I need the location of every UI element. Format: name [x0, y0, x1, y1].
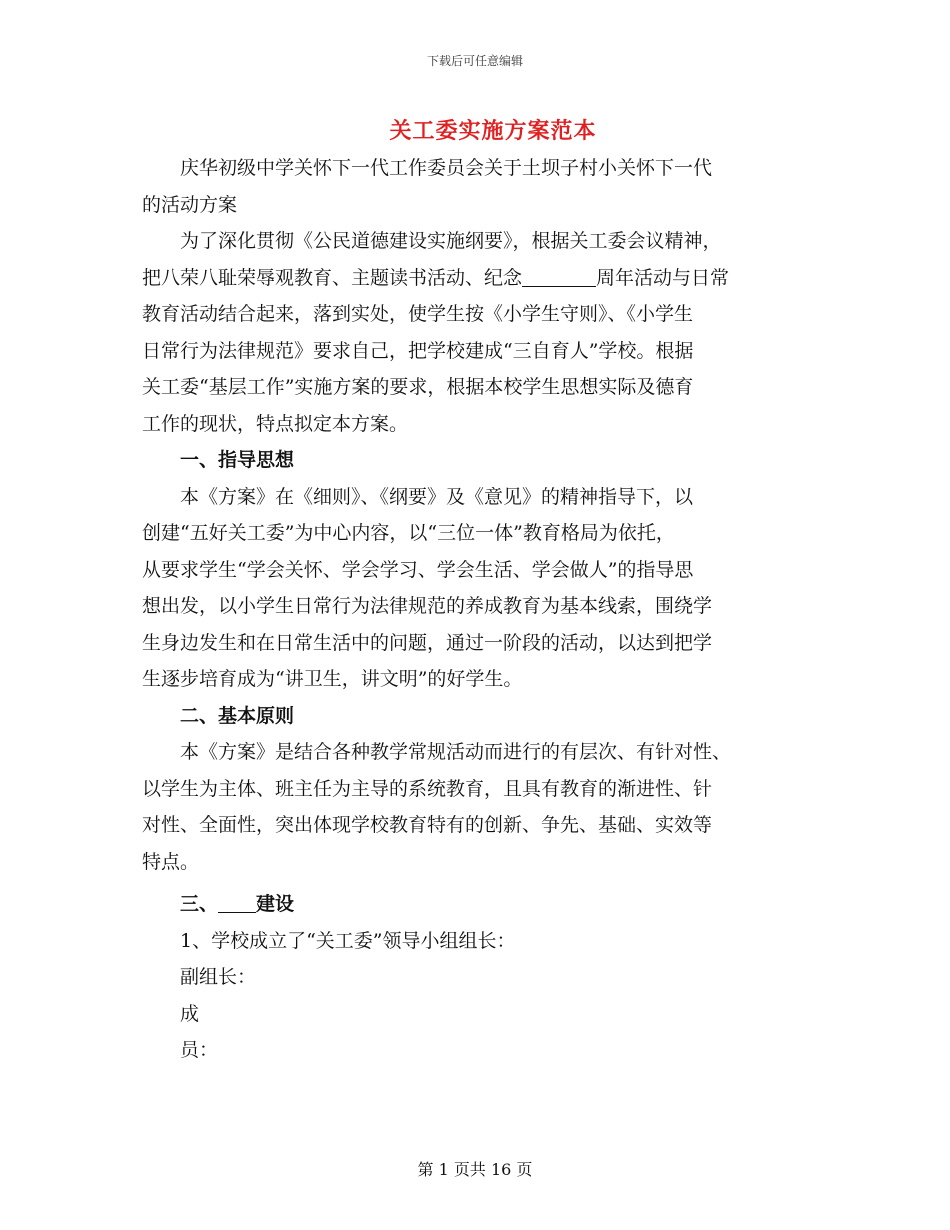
- text-line: 教育活动结合起来，落到实处，使学生按《小学生守则》、《小学生: [142, 303, 694, 325]
- heading-segment: 建设: [256, 893, 295, 915]
- text-line: 特点。: [142, 850, 200, 873]
- text-line: 本《方案》是结合各种教学常规活动而进行的有层次、有针对性、: [180, 741, 732, 763]
- intro-line: 庆华初级中学关怀下一代工作委员会关于土坝子村小关怀下一代: [180, 157, 713, 179]
- text-line: 本《方案》在《细则》、《纲要》及《意见》的精神指导下，以: [180, 485, 694, 508]
- text-line: 生身边发生和在日常生活中的问题，通过一阶段的活动，以达到把学: [142, 631, 713, 654]
- section-heading: [142, 886, 802, 923]
- text-line: 关工委“基层工作”实施方案的要求，根据本校学生思想实际及德育: [142, 376, 694, 398]
- text-line: 以学生为主体、班主任为主导的系统教育，且具有教育的渐进性、针: [142, 777, 713, 800]
- list-item: 员：: [180, 1039, 219, 1061]
- text-line: 生逐步培育成为“讲卫生，讲文明”的好学生。: [142, 668, 523, 690]
- text-line: 日常行为法律规范》要求自己，把学校建成“三自育人”学校。根据: [142, 339, 694, 362]
- document-title: 关工委实施方案范本: [389, 118, 597, 144]
- text-segment: 周年活动与日常: [596, 266, 730, 289]
- document-body: [142, 150, 802, 1069]
- intro-line: 的活动方案: [142, 193, 238, 216]
- text-segment: 把八荣八耻荣辱观教育、主题读书活动、纪念: [142, 266, 523, 289]
- list-item: 成: [180, 1002, 200, 1025]
- fill-in-blank: [218, 893, 256, 913]
- text-line: 想出发，以小学生日常行为法律规范的养成教育为基本线索，围绕学: [142, 595, 713, 617]
- section-heading: 二、基本原则: [180, 704, 295, 727]
- page-header: 下载后可任意编辑: [426, 54, 523, 68]
- list-item: 1、学校成立了“关工委”领导小组组长：: [180, 929, 516, 952]
- heading-segment: 三、: [180, 893, 219, 915]
- list-item: 副组长：: [180, 966, 257, 988]
- section-organization: [142, 923, 802, 1069]
- section-heading: 一、指导思想: [180, 449, 295, 471]
- text-line: 对性、全面性，突出体现学校教育特有的创新、争先、基础、实效等: [142, 814, 713, 836]
- intro-block: [142, 150, 802, 223]
- text-line: 为了深化贯彻《公民道德建设实施纲要》，根据关工委会议精神，: [180, 230, 722, 252]
- text-line: 创建“五好关工委”为中心内容，以“三位一体”教育格局为依托，: [142, 522, 675, 544]
- text-line: [142, 260, 802, 297]
- paragraph-purpose: [142, 223, 802, 442]
- text-line: 工作的现状，特点拟定本方案。: [142, 412, 409, 435]
- text-line: 从要求学生“学会关怀、学会学习、学会生活、学会做人”的指导思: [142, 558, 694, 581]
- section-basic-principles: [142, 734, 802, 880]
- page-footer: 第 1 页共 16 页: [417, 1160, 533, 1179]
- section-guiding-thought: [142, 479, 802, 698]
- fill-in-blank: [522, 267, 596, 287]
